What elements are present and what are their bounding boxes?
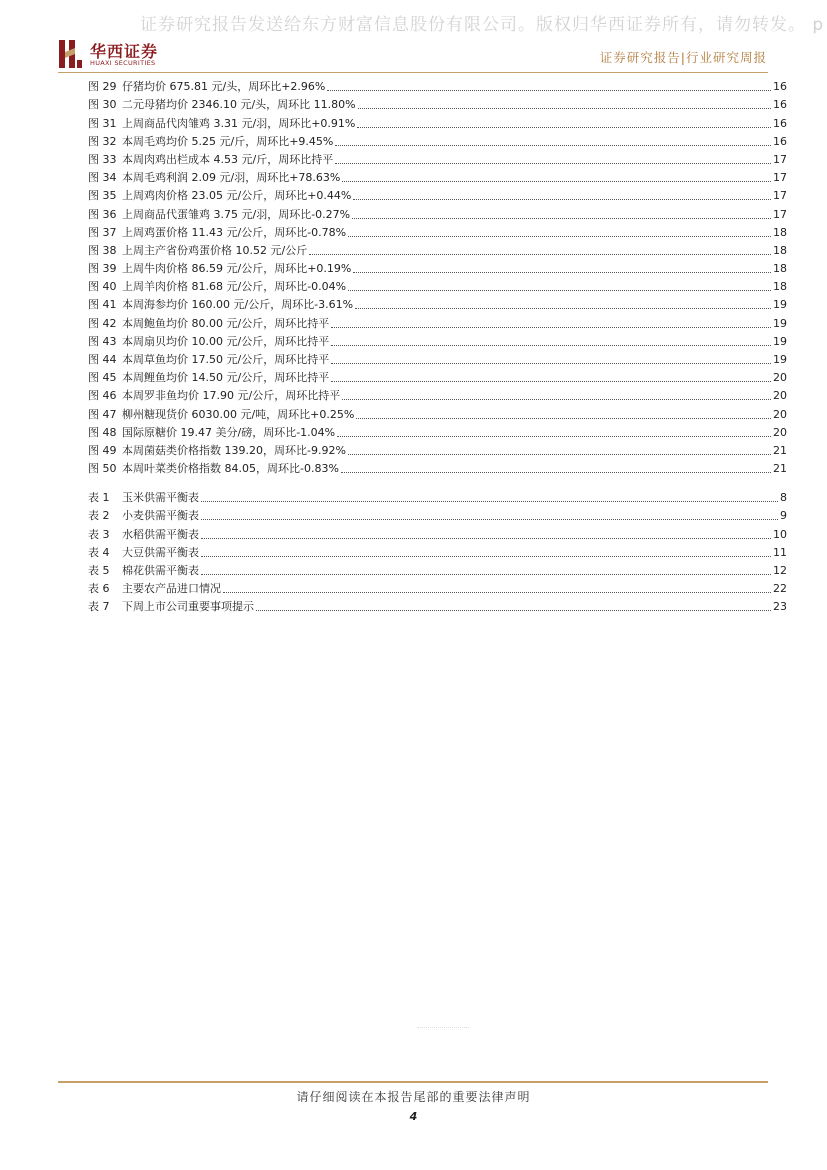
figure-toc-entry-page: 18: [773, 243, 787, 257]
dot-leader: [353, 199, 771, 200]
table-toc-entry-page: 9: [780, 509, 787, 523]
dot-leader: [327, 90, 771, 91]
figure-toc-entry-title: 上周商品代肉雏鸡 3.31 元/羽，周环比+0.91%: [122, 116, 356, 130]
figure-toc-entry-page: 20: [773, 407, 787, 421]
table-toc-entry-label: [88, 598, 254, 616]
dot-leader: [337, 436, 771, 437]
table-toc-entry[interactable]: [88, 507, 787, 525]
dot-leader: [357, 127, 771, 128]
figure-toc-entry-label: [88, 242, 307, 260]
figure-toc-entry-label: [88, 424, 335, 442]
figure-toc-entry-page: 21: [773, 443, 787, 457]
dot-leader: [331, 327, 771, 328]
figure-toc-entry-page: 16: [773, 134, 787, 148]
figure-toc-entry-number: 图 31: [88, 116, 117, 130]
table-toc-entry-label: [88, 562, 199, 580]
table-toc-entry-title: 水稻供需平衡表: [122, 527, 199, 541]
figure-toc-entry-page: 19: [773, 316, 787, 330]
figure-toc-entry-label: [88, 206, 350, 224]
figure-toc-entry-page: 21: [773, 462, 787, 476]
figure-toc-entry[interactable]: [88, 460, 787, 478]
figure-toc-entry-number: 图 40: [88, 280, 117, 294]
figure-toc-entry-title: 国际原糖价 19.47 美分/磅，周环比-1.04%: [122, 425, 336, 439]
figure-toc-entry-title: 本周鲤鱼均价 14.50 元/公斤，周环比持平: [122, 371, 330, 385]
figure-toc-entry-title: 上周主产省份鸡蛋价格 10.52 元/公斤: [122, 243, 308, 257]
figure-toc-entry-title: 本周毛鸡均价 5.25 元/斤，周环比+9.45%: [122, 134, 334, 148]
figure-toc-entry-page: 17: [773, 152, 787, 166]
footer-divider: [58, 1081, 768, 1083]
figure-toc-entry-number: 图 33: [88, 152, 117, 166]
figure-toc-entry-title: 仔猪均价 675.81 元/头，周环比+2.96%: [122, 80, 326, 94]
figure-toc-entry-page: 19: [773, 334, 787, 348]
table-toc-entry[interactable]: [88, 525, 787, 543]
figure-toc-entry-title: 本周毛鸡利润 2.09 元/羽，周环比+78.63%: [122, 171, 341, 185]
figure-toc-entry-number: 图 48: [88, 425, 117, 439]
figure-toc-entry-label: [88, 133, 333, 151]
logo-chinese-name: 华西证券: [90, 42, 159, 61]
figure-toc-entry-title: 本周肉鸡出栏成本 4.53 元/斤，周环比持平: [122, 152, 334, 166]
header-divider: [58, 72, 768, 73]
dot-leader: [342, 181, 771, 182]
figure-toc-entry-page: 17: [773, 207, 787, 221]
figure-toc-entry-title: 上周羊肉价格 81.68 元/公斤，周环比-0.04%: [122, 280, 347, 294]
table-toc-entry-page: 10: [773, 527, 787, 541]
dot-leader: [341, 472, 771, 473]
figure-toc-entry-label: [88, 369, 329, 387]
figure-toc-entry-page: 20: [773, 425, 787, 439]
figure-toc-entry-number: 图 42: [88, 316, 117, 330]
dot-leader: [331, 345, 771, 346]
page-number: 4: [409, 1110, 418, 1123]
table-toc-entry-number: 表 2: [88, 509, 110, 523]
dot-leader: [223, 592, 771, 593]
figure-toc-entry-number: 图 34: [88, 171, 117, 185]
dot-leader: [201, 501, 778, 502]
figure-toc-entry[interactable]: [88, 78, 787, 96]
figure-toc-entry-number: 图 30: [88, 98, 117, 112]
table-toc-entry-label: [88, 507, 199, 525]
table-toc-entry-number: 表 5: [88, 563, 110, 577]
figure-toc-entry[interactable]: [88, 187, 787, 205]
figure-toc-entry[interactable]: [88, 369, 787, 387]
figure-toc-entry-page: 20: [773, 389, 787, 403]
figure-toc-entry-page: 19: [773, 353, 787, 366]
table-toc-entry-number: 表 7: [88, 600, 110, 614]
dot-leader: [201, 519, 778, 520]
table-toc-entry-label: [88, 526, 199, 544]
figure-toc-entry-number: 图 46: [88, 389, 117, 403]
figure-toc-entry[interactable]: [88, 387, 787, 405]
figure-toc-entry-label: [88, 278, 346, 296]
figure-toc-entry[interactable]: [88, 96, 787, 114]
figure-toc-entry-title: 上周商品代蛋雏鸡 3.75 元/羽，周环比-0.27%: [122, 207, 351, 221]
dot-leader: [335, 163, 771, 164]
figure-toc-entry-label: [88, 115, 355, 133]
dot-leader: [342, 399, 771, 400]
figure-toc-entry-title: 上周鸡蛋价格 11.43 元/公斤，周环比-0.78%: [122, 225, 347, 239]
figure-toc-entry[interactable]: [88, 224, 787, 242]
figure-toc-entry-label: [88, 460, 339, 478]
table-toc-entry-number: 表 6: [88, 582, 110, 596]
figure-toc-entry-page: 16: [773, 80, 787, 94]
report-type-label: 证券研究报告|行业研究周报: [599, 50, 767, 65]
table-toc-entry-title: 玉米供需平衡表: [122, 491, 199, 505]
dot-leader: [201, 556, 771, 557]
figure-toc-entry-label: [88, 296, 353, 314]
figure-toc-entry-number: 图 37: [88, 225, 117, 239]
figure-toc-entry-label: [88, 333, 329, 351]
table-toc-entry-page: 22: [773, 582, 787, 596]
dot-leader: [309, 254, 771, 255]
table-toc-entry-page: 11: [773, 545, 787, 559]
figure-toc-entry-number: 图 39: [88, 262, 117, 276]
table-toc-entry-number: 表 4: [88, 545, 110, 559]
dot-leader: [256, 610, 771, 611]
figure-toc-entry-number: 图 45: [88, 371, 117, 385]
figure-toc-entry-title: 二元母猪均价 2346.10 元/头，周环比 11.80%: [122, 98, 356, 112]
table-toc-entry-title: 大豆供需平衡表: [122, 545, 199, 559]
figure-toc-entry-page: 16: [773, 116, 787, 130]
table-toc-entry[interactable]: [88, 580, 787, 598]
figure-toc-entry[interactable]: [88, 278, 787, 296]
figure-toc-entry-title: 上周牛肉价格 86.59 元/公斤，周环比+0.19%: [122, 262, 352, 276]
figure-toc-entry[interactable]: [88, 424, 787, 442]
figure-toc-entry-page: 18: [773, 225, 787, 239]
figure-toc-entry-title: 上周鸡肉价格 23.05 元/公斤，周环比+0.44%: [122, 189, 352, 203]
figure-toc-entry-page: 17: [773, 189, 787, 203]
dot-leader: [348, 290, 771, 291]
figure-toc-entry-number: 图 44: [88, 353, 117, 366]
table-toc-entry-number: 表 1: [88, 491, 110, 505]
figure-toc-entry-label: [88, 78, 325, 96]
figure-toc-entry-label: [88, 151, 333, 169]
figure-toc-entry-number: 图 35: [88, 189, 117, 203]
dot-leader: [331, 381, 771, 382]
table-toc-entry-label: [88, 489, 199, 507]
table-toc-entry-title: 主要农产品进口情况: [122, 582, 221, 596]
dot-leader: [355, 308, 771, 309]
figure-toc-entry-page: 20: [773, 371, 787, 385]
dot-leader: [335, 145, 771, 146]
table-toc-entry-page: 8: [780, 491, 787, 505]
figure-toc-entry-label: [88, 315, 329, 333]
figure-toc-entry-title: 本周鲍鱼均价 80.00 元/公斤，周环比持平: [122, 316, 330, 330]
figure-toc-entry-title: 柳州糖现货价 6030.00 元/吨，周环比+0.25%: [122, 407, 355, 421]
figure-toc-entry-label: [88, 351, 329, 369]
figure-toc-entry-number: 图 38: [88, 243, 117, 257]
figure-toc-entry-page: 18: [773, 262, 787, 276]
figure-toc-entry-title: 本周叶菜类价格指数 84.05，周环比-0.83%: [122, 462, 339, 476]
dot-leader: [356, 418, 771, 419]
figure-toc-entry-title: 本周海参均价 160.00 元/公斤，周环比-3.61%: [122, 298, 354, 312]
dot-leader: [201, 574, 771, 575]
table-toc-entry[interactable]: [88, 598, 787, 616]
figure-toc-entry[interactable]: [88, 351, 787, 369]
dot-leader: [353, 272, 771, 273]
huaxi-logo-icon: [58, 38, 84, 70]
figure-toc-entry-page: 18: [773, 280, 787, 294]
figure-toc-entry-label: [88, 387, 340, 405]
watermark-text: 证券研究报告发送给东方财富信息股份有限公司。版权归华西证券所有，请勿转发。 p: [140, 15, 825, 35]
figure-toc-entry[interactable]: [88, 333, 787, 351]
figure-toc-entry-number: 图 29: [88, 80, 117, 94]
figure-toc-entry-label: [88, 406, 354, 424]
faint-divider: [417, 1027, 469, 1028]
dot-leader: [348, 236, 771, 237]
table-toc-entry[interactable]: [88, 489, 787, 507]
legal-notice: 请仔细阅读在本报告尾部的重要法律声明: [296, 1090, 531, 1104]
figure-toc-entry-label: [88, 224, 346, 242]
figure-toc-entry[interactable]: [88, 260, 787, 278]
figure-toc-entry[interactable]: [88, 296, 787, 314]
figure-toc-entry[interactable]: [88, 442, 787, 460]
figure-toc-entry[interactable]: [88, 151, 787, 169]
figure-toc-entry-number: 图 47: [88, 407, 117, 421]
figure-toc-entry-title: 本周罗非鱼均价 17.90 元/公斤，周环比持平: [122, 389, 341, 403]
dot-leader: [331, 363, 771, 364]
figure-toc-entry-page: 16: [773, 98, 787, 112]
figure-toc-entry-number: 图 32: [88, 134, 117, 148]
table-toc-entry-number: 表 3: [88, 527, 110, 541]
figure-toc-entry-title: 本周菌菇类价格指数 139.20，周环比-9.92%: [122, 443, 346, 457]
figure-toc-entry-label: [88, 260, 351, 278]
figure-toc-entry[interactable]: [88, 133, 787, 151]
figure-toc-entry-label: [88, 96, 356, 114]
dot-leader: [352, 218, 771, 219]
table-list: [88, 489, 787, 616]
table-toc-entry[interactable]: [88, 544, 787, 562]
table-toc-entry-title: 棉花供需平衡表: [122, 563, 199, 577]
figure-toc-entry-number: 图 49: [88, 443, 117, 457]
figure-toc-entry-title: 本周扇贝均价 10.00 元/公斤，周环比持平: [122, 334, 330, 348]
company-logo: [58, 38, 188, 70]
figure-toc-entry-label: [88, 169, 340, 187]
figure-toc-entry-number: 图 41: [88, 298, 117, 312]
figure-toc-entry-number: 图 50: [88, 462, 117, 476]
dot-leader: [358, 108, 771, 109]
dot-leader: [348, 454, 771, 455]
figure-toc-entry[interactable]: [88, 314, 787, 332]
table-toc-entry-page: 23: [773, 600, 787, 614]
figure-list: [88, 78, 787, 478]
figure-toc-entry[interactable]: [88, 405, 787, 423]
table-toc-entry-page: 12: [773, 563, 787, 577]
table-toc-entry-title: 下周上市公司重要事项提示: [122, 600, 254, 614]
figure-toc-entry-title: 本周草鱼均价 17.50 元/公斤，周环比持平: [122, 353, 330, 366]
figure-toc-entry-label: [88, 442, 346, 460]
table-toc-entry-title: 小麦供需平衡表: [122, 509, 199, 523]
table-toc-entry-label: [88, 580, 221, 598]
figure-toc-entry-number: 图 36: [88, 207, 117, 221]
dot-leader: [201, 538, 771, 539]
logo-english-name: HUAXI SECURITIES: [90, 59, 156, 67]
figure-toc-entry-number: 图 43: [88, 334, 117, 348]
figure-toc-entry-page: 19: [773, 298, 787, 312]
table-toc-entry-label: [88, 544, 199, 562]
figure-toc-entry[interactable]: [88, 114, 787, 132]
figure-toc-entry-page: 17: [773, 171, 787, 185]
table-toc-entry[interactable]: [88, 562, 787, 580]
figure-toc-entry[interactable]: [88, 242, 787, 260]
figure-toc-entry-label: [88, 187, 351, 205]
figure-toc-entry[interactable]: [88, 205, 787, 223]
figure-toc-entry[interactable]: [88, 169, 787, 187]
